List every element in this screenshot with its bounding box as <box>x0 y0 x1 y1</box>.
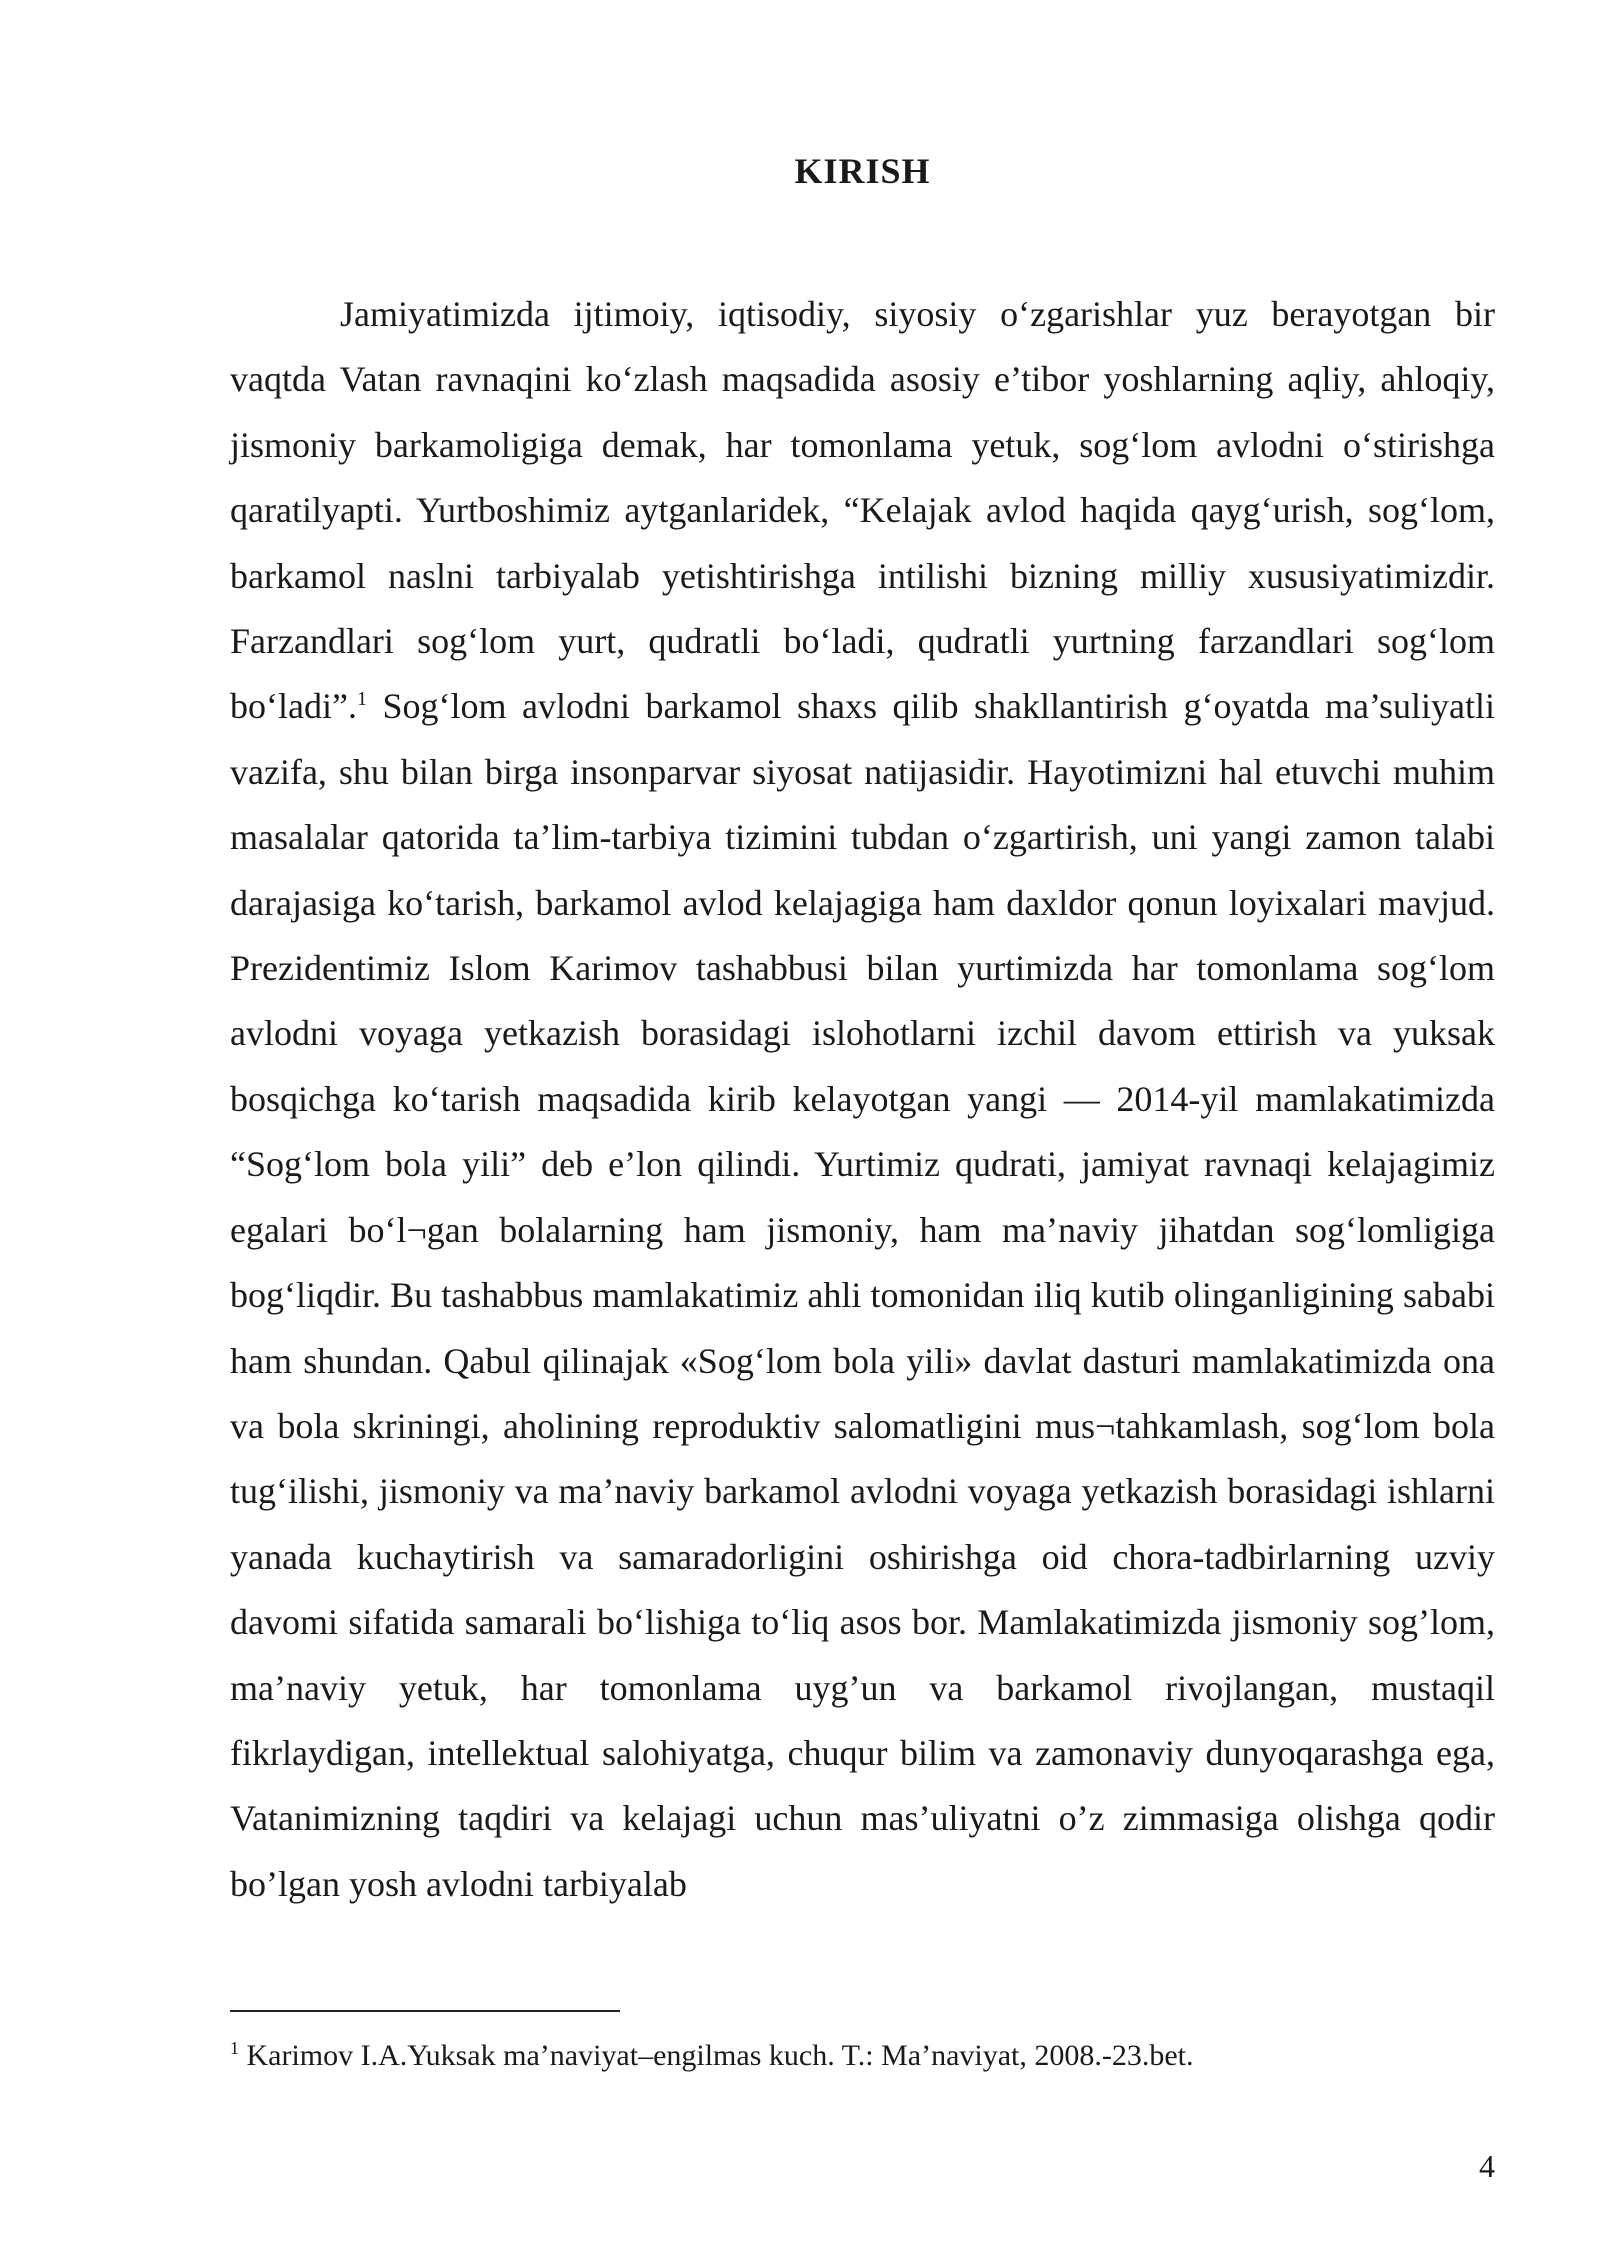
page-title: KIRISH <box>794 151 931 191</box>
footnote-text: Karimov I.A.Yuksak ma’naviyat–engilmas kuch. T.: Ma’naviyat, 2008.-23.bet. <box>239 2039 1194 2072</box>
page-number: 4 <box>1479 2148 1495 2184</box>
footnote-number: 1 <box>230 2038 239 2058</box>
body-paragraph <box>230 282 1495 1917</box>
footnote-separator <box>230 2010 620 2012</box>
paragraph-text-part-1: Jamiyatimizda ijtimoiy, iqtisodiy, siyosiy o‘zgarishlar yuz berayotgan bir vaqtda Vatan ravnaqini ko‘zlash maqsadida asosiy e’tibor yoshlarning aqliy, ahloqiy, jismoniy barkamoligiga demak, har tomonlama yetuk, sog‘lom avlodni o‘stirishga qaratilyapti. Yurtboshimiz aytganlaridek, “Kelajak avlod haqida qayg‘urish, sog‘lom, barkamol naslni tarbiyalab yetishtirishga intilishi bizning milliy xususiyatimizdir. Farzandlari sog‘lom yurt, qudratli bo‘ladi, qudratli yurtning farzandlari sog‘lom bo‘ladi”. <box>230 294 1495 727</box>
paragraph-text-part-2: Sog‘lom avlodni barkamol shaxs qilib shakllantirish g‘oyatda ma’suliyatli vazifa, shu bilan birga insonparvar siyosat natijasidir. Hayotimizni hal etuvchi muhim masalalar qatorida ta’lim-tarbiya tizimini tubdan o‘zgartirish, uni yangi zamon talabi darajasiga ko‘tarish, barkamol avlod kelajagiga ham daxldor qonun loyixalari mavjud. Prezidentimiz Islom Karimov tashabbusi bilan yurtimizda har tomonlama sog‘lom avlodni voyaga yetkazish borasidagi islohotlarni izchil davom ettirish va yuksak bosqichga ko‘tarish maqsadida kirib kelayotgan yangi — 2014-yil mamlakatimizda “Sog‘lom bola yili” deb e’lon qilindi. Yurtimiz qudrati, jamiyat ravnaqi kelajagimiz egalari bo‘l¬gan bolalarning ham jismoniy, ham ma’naviy jihatdan sog‘lomligiga bog‘liqdir. Bu tashabbus mamlakatimiz ahli tomonidan iliq kutib olinganligining sababi ham shundan. Qabul qilinajak «Sog‘lom bola yili» davlat dasturi mamlakatimizda ona va bola skriningi, aholining reproduktiv salomatligini mus¬tahkamlash, sog‘lom bola tug‘ilishi, jismoniy va ma’naviy barkamol avlodni voyaga yetkazish borasidagi ishlarni yanada kuchaytirish va samaradorligini oshirishga oid chora-tadbirlarning uzviy davomi sifatida samarali bo‘lishiga to‘liq asos bor. Mamlakatimizda jismoniy sog’lom, ma’naviy yetuk, har tomonlama uyg’un va barkamol rivojlangan, mustaqil fikrlaydigan, intellektual salohiyatga, chuqur bilim va zamonaviy dunyoqarashga ega, Vatanimizning taqdiri va kelajagi uchun mas’uliyatni o’z zimmasiga olishga qodir bo’lgan yosh avlodni tarbiyalab <box>230 686 1495 1904</box>
footnote <box>230 2036 1495 2076</box>
footnote-reference: 1 <box>356 688 367 711</box>
